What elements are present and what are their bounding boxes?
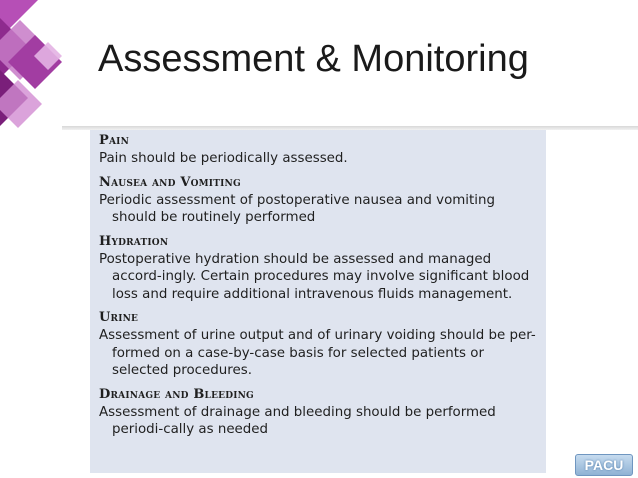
section-body: Pain should be periodically assessed. [99, 151, 348, 166]
section-urine [99, 309, 541, 380]
section-body: Assessment of drainage and bleeding should be performed periodi-cally as needed [99, 404, 496, 437]
section-heading: Pain [99, 133, 129, 148]
section-body: Periodic assessment of postoperative nausea and vomiting should be routinely performed [99, 192, 495, 225]
section-pain [99, 132, 541, 168]
section-heading: Urine [99, 310, 139, 325]
section-drainage-bleeding [99, 386, 541, 439]
section-body: Assessment of urine output and of urinary voiding should be per-formed on a case-by-case basis for selected patients or selected procedures. [99, 328, 536, 378]
section-heading: Drainage and Bleeding [99, 386, 254, 402]
section-heading: Hydration [99, 233, 169, 249]
slide-title: Assessment & Monitoring [98, 38, 529, 80]
decorative-corner-shapes [0, 0, 80, 130]
section-heading: Nausea and Vomiting [99, 174, 241, 190]
pacu-nav-button[interactable]: PACU [575, 454, 633, 476]
section-body: Postoperative hydration should be assessed and managed accord-ingly. Certain procedures may involve significant blood loss and require additional intravenous fluids management. [99, 251, 530, 302]
guidelines-list [99, 131, 541, 445]
section-hydration [99, 233, 541, 304]
section-nausea-vomiting [99, 174, 541, 227]
